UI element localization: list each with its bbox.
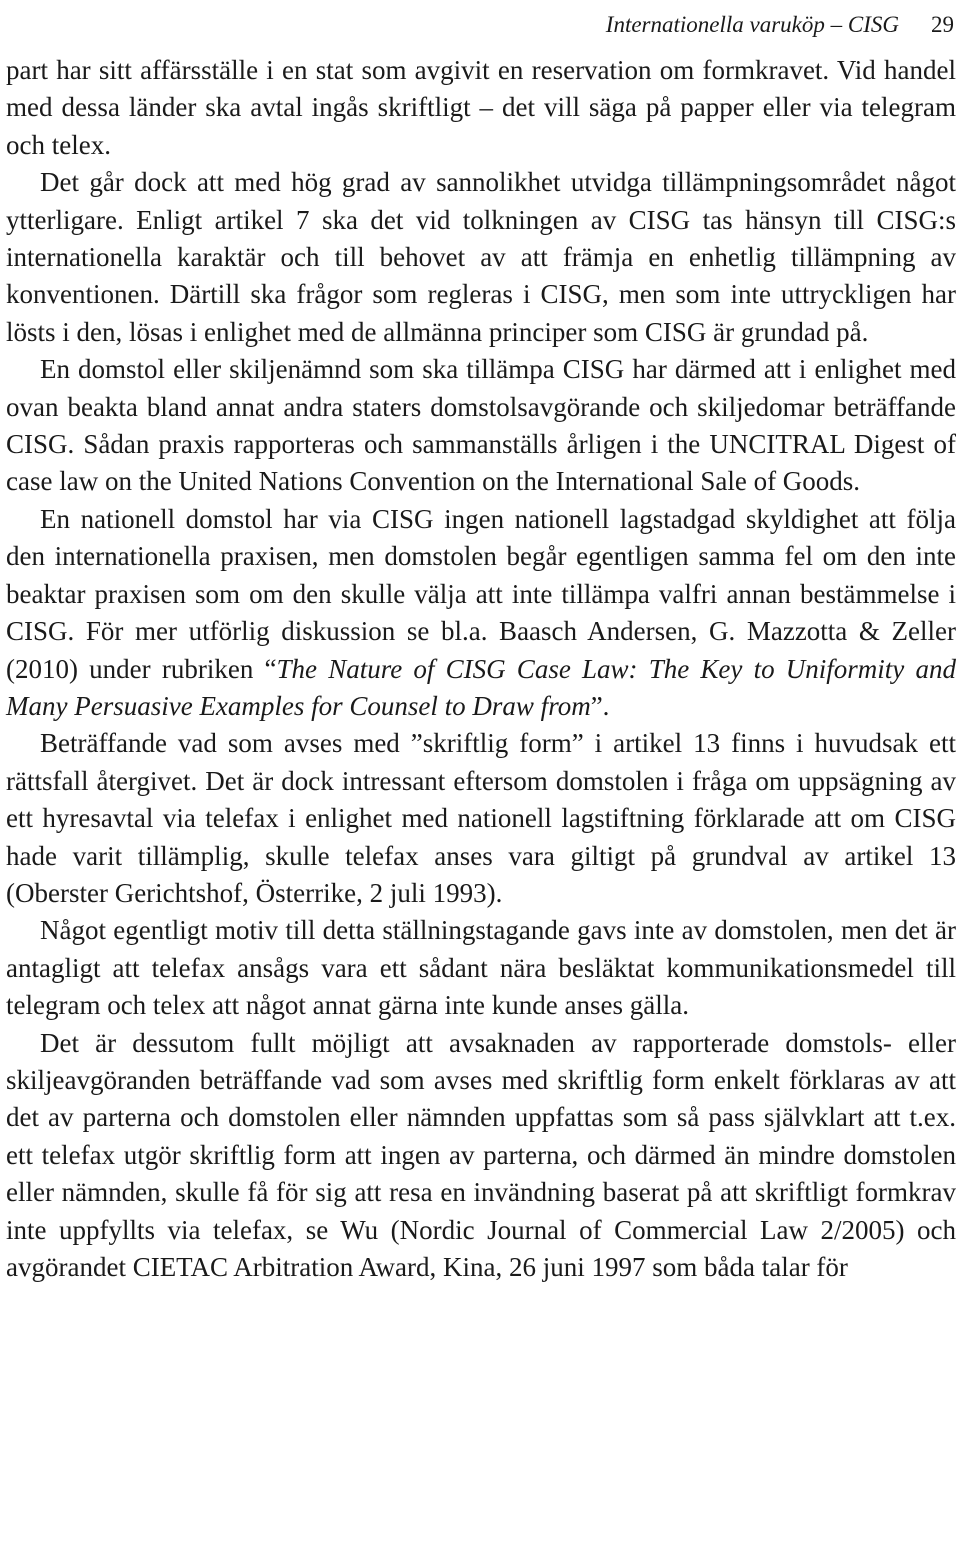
paragraph-7: Det är dessutom fullt möjligt att avsaknaden av rapporterade domstols- eller skiljeavgöranden beträffande vad som avses med skriftlig form enkelt förklaras av att det av parterna och domstolen eller nämnden uppfattas som så pass självklart att t.ex. ett telefax utgör skriftlig form att ingen av parterna, och därmed än mindre domstolen eller nämnden, skulle få för sig att resa en invändning baserat på att skriftligt formkrav inte uppfyllts via telefax, se Wu (Nordic Journal of Commercial Law 2/2005) och avgörandet CIETAC Arbitration Award, Kina, 26 juni 1997 som båda talar för: [6, 1027, 956, 1282]
paragraph-4: [6, 501, 956, 725]
running-title: Internationella varuköp – CISG: [605, 12, 899, 37]
paragraph-2: Det går dock att med hög grad av sannolikhet utvidga tillämpningsområdet något ytterligare. Enligt artikel 7 ska det vid tolkningen av CISG tas hänsyn till CISG:s internationella karaktär och till behovet av att främja en enhetlig tillämpning av konventionen. Därtill ska frågor som regleras i CISG, men som inte uttryckligen har lösts i den, lösas i enlighet med de allmänna principer som CISG är grundad på.: [6, 167, 956, 347]
paragraph-4-text: En nationell domstol har via CISG ingen nationell lagstadgad skyldighet att följa den internationella praxisen, men domstolen begår egentligen samma fel om den inte beaktar praxisen som om den skulle välja att inte tillämpa valfri annan bestämmelse i CISG. För mer utförlig diskussion se bl.a. Baasch Andersen, G. Mazzotta & Zeller (2010) under rubriken “: [6, 503, 956, 684]
book-page: [6, 0, 956, 1286]
paragraph-6: Något egentligt motiv till detta ställningstagande gavs inte av domstolen, men det är antagligt att telefax ansågs vara ett sådant nära besläktat kommunikationsmedel till telegram och telex att något annat gärna inte kunde anses gälla.: [6, 915, 956, 1021]
page-number: 29: [931, 12, 954, 37]
paragraph-1: part har sitt affärsställe i en stat som avgivit en reservation om formkravet. Vid handel med dessa länder ska avtal ingås skriftligt – det vill säga på papper eller via telegram och telex.: [6, 55, 956, 160]
running-header: [6, 0, 956, 36]
paragraph-5: Beträffande vad som avses med ”skriftlig form” i artikel 13 finns i huvudsak ett rättsfall återgivet. Det är dock intressant eftersom domstolen i fråga om uppsägning av ett hyresavtal via telefax i enlighet med nationell lagstiftning förklarade att om CISG hade varit tillämplig, skulle telefax anses vara giltigt på grundval av artikel 13 (Oberster Gerichtshof, Österrike, 2 juli 1993).: [6, 728, 956, 908]
cited-chapter-title: The Nature of CISG Case Law: The Key to Uniformity and Many Persuasive Examples for Counsel to Draw from: [6, 653, 956, 721]
paragraph-3: En domstol eller skiljenämnd som ska tillämpa CISG har därmed att i enlighet med ovan beakta bland annat andra staters domstolsavgörande och skiljedomar beträffande CISG. Sådan praxis rapporteras och sammanställs årligen i the UNCITRAL Digest of case law on the United Nations Convention on the International Sale of Goods.: [6, 354, 956, 497]
body-text: [6, 52, 956, 1286]
paragraph-4-end: ”.: [590, 690, 610, 721]
